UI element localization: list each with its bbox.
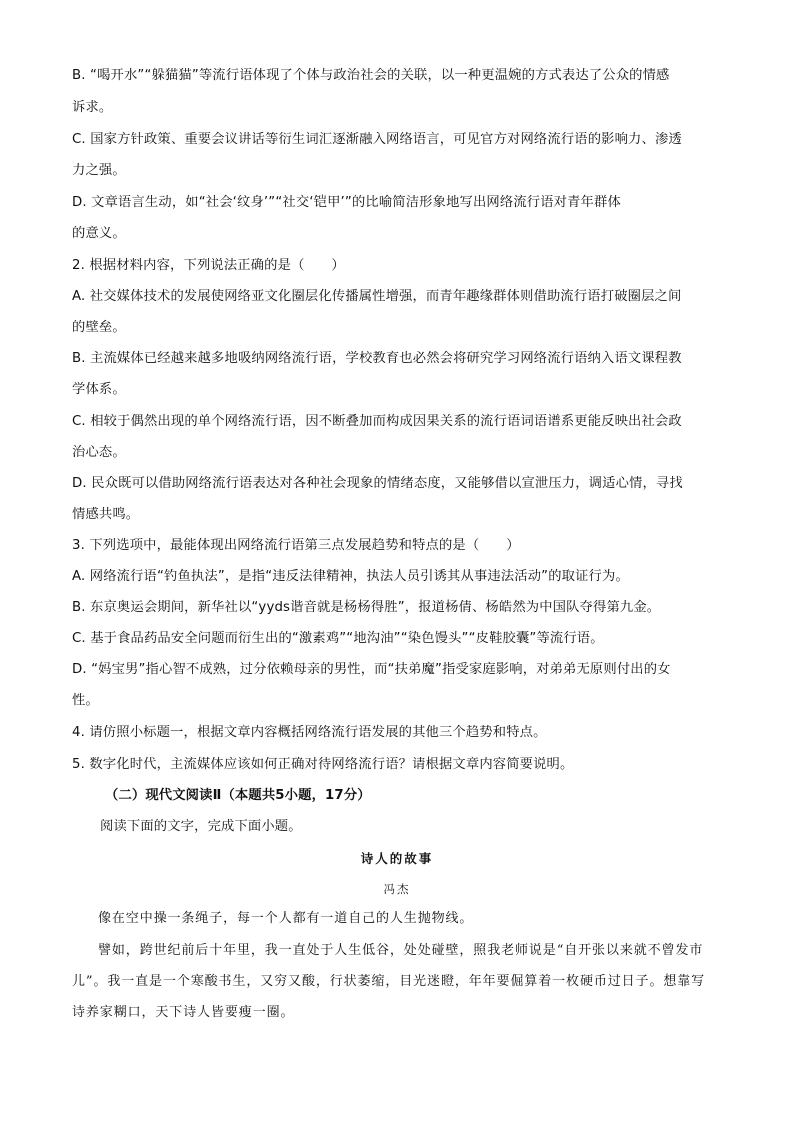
q2-option-c-line2: 治心态。 — [72, 445, 126, 460]
q2-option-d-line2: 情感共鸣。 — [72, 507, 140, 522]
q2-option-c-line1: C. 相较于偶然出现的单个网络流行语，因不断叠加而构成因果关系的流行语词语谱系更能反映出社会政 — [72, 414, 682, 429]
q1-option-b-line2: 诉求。 — [72, 100, 113, 115]
q3-option-d-line1: D. “妈宝男”指心智不成熟，过分依赖母亲的男性，而“扶弟魔”指受家庭影响，对弟弟无原则付出的女 — [72, 662, 671, 677]
q1-option-d-line1: D. 文章语言生动，如“社会‘纹身’”“社交‘铠甲’”的比喻简洁形象地写出网络流行语对青年群体 — [72, 195, 621, 210]
story-paragraph-2-line1: 譬如，跨世纪前后十年里，我一直处于人生低谷，处处碰壁，照我老师说是“自开张以来就不曾发市 — [98, 943, 704, 958]
q2-option-b-line1: B. 主流媒体已经越来越多地吸纳网络流行语，学校教育也必然会将研究学习网络流行语纳入语文课程教 — [72, 351, 682, 366]
q3-stem: 3. 下列选项中，最能体现出网络流行语第三点发展趋势和特点的是（ ） — [72, 538, 520, 553]
q1-option-c-line1: C. 国家方针政策、重要会议讲话等衍生词汇逐渐融入网络语言，可见官方对网络流行语的影响力、渗透 — [72, 132, 682, 147]
q2-stem: 2. 根据材料内容，下列说法正确的是（ ） — [72, 258, 345, 273]
q5-stem: 5. 数字化时代，主流媒体应该如何正确对待网络流行语？请根据文章内容简要说明。 — [72, 757, 574, 772]
q3-option-c: C. 基于食品药品安全问题而衍生出的“激素鸡”“地沟油”“染色馒头”“皮鞋胶囊”等流行语。 — [72, 631, 604, 646]
q1-option-c-line2: 力之强。 — [72, 163, 126, 178]
q2-option-d-line1: D. 民众既可以借助网络流行语表达对各种社会现象的情绪态度，又能够借以宣泄压力，调适心情，寻找 — [72, 476, 683, 491]
story-title: 诗人的故事 — [360, 851, 434, 866]
q1-option-b-line1: B. “喝开水”“躲猫猫”等流行语体现了个体与政治社会的关联，以一种更温婉的方式表达了公众的情感 — [72, 68, 670, 83]
story-paragraph-1: 像在空中操一条绳子，每一个人都有一道自己的人生抛物线。 — [98, 911, 474, 926]
q2-option-b-line2: 学体系。 — [72, 382, 126, 397]
story-paragraph-2-line2: 儿”。我一直是一个寒酸书生，又穷又酸，行状萎缩，目光迷瞪，年年要倔算着一枚硬币过日子。想靠写 — [72, 974, 706, 989]
story-author: 冯杰 — [383, 882, 411, 896]
section-instruction: 阅读下面的文字，完成下面小题。 — [100, 819, 302, 834]
q3-option-b: B. 东京奥运会期间，新华社以“yyds谐音就是杨杨得胜”，报道杨倩、杨皓然为中国队夺得第九金。 — [72, 600, 661, 615]
q1-option-d-line2: 的意义。 — [72, 226, 126, 241]
section-title: （二）现代文阅读Ⅱ（本题共5小题，17分） — [105, 788, 371, 803]
q4-stem: 4. 请仿照小标题一，根据文章内容概括网络流行语发展的其他三个趋势和特点。 — [72, 725, 547, 740]
q2-option-a-line2: 的壁垒。 — [72, 320, 126, 335]
q3-option-d-line2: 性。 — [72, 693, 99, 708]
q2-option-a-line1: A. 社交媒体技术的发展使网络亚文化圈层化传播属性增强，而青年趣缘群体则借助流行语打破圈层之间 — [72, 289, 682, 304]
story-paragraph-2-line3: 诗养家糊口，天下诗人皆要瘦一圈。 — [72, 1005, 295, 1020]
q3-option-a: A. 网络流行语“钓鱼执法”，是指“违反法律精神，执法人员引诱其从事违法活动”的取证行为。 — [72, 569, 629, 584]
